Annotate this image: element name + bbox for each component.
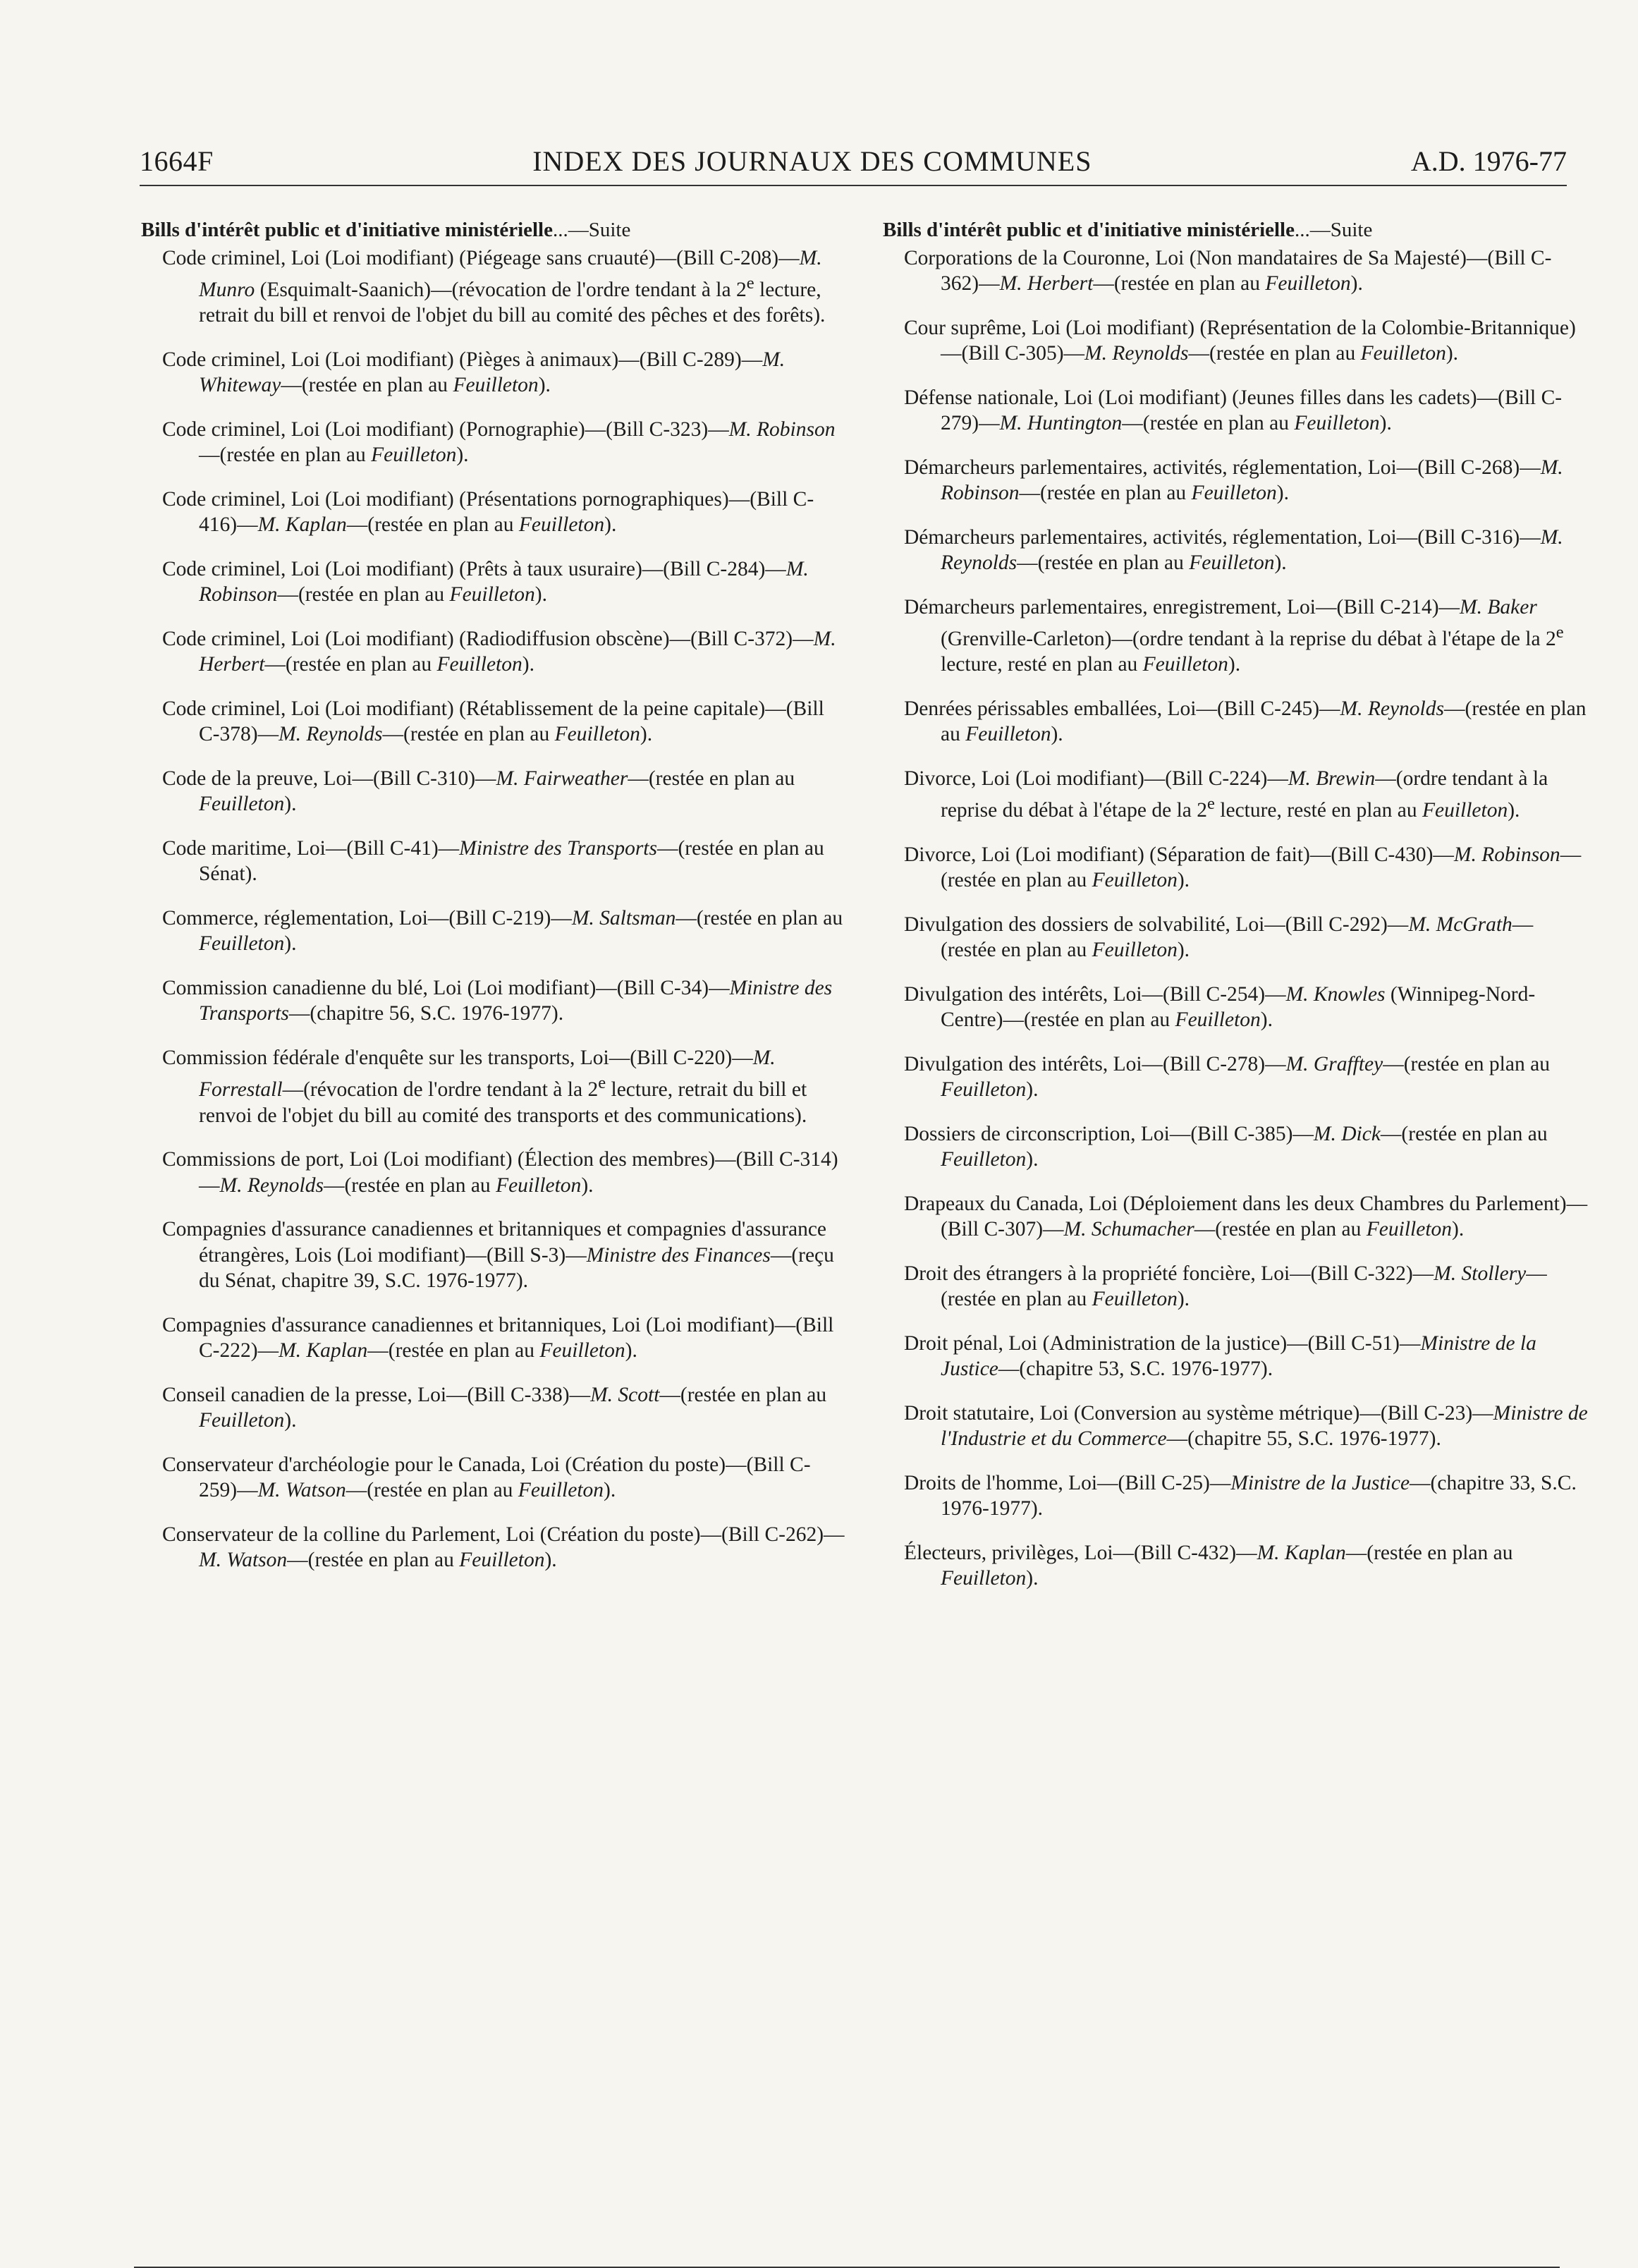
index-entry: Conservateur d'archéologie pour le Canada, Loi (Création du poste)—(Bill C-259)—M. Watson—(restée en plan au Feuilleton). xyxy=(162,1453,811,1502)
index-entry: Drapeaux du Canada, Loi (Déploiement dans les deux Chambres du Parlement)—(Bill C-307)—M. Schumacher—(restée en plan au Feuilleton). xyxy=(904,1192,1588,1241)
index-entry: Divorce, Loi (Loi modifiant)—(Bill C-224)—M. Brewin—(ordre tendant à la reprise du débat à l'étape de la 2e lecture, resté en plan au Feuilleton). xyxy=(904,767,1548,822)
index-entry: Droit pénal, Loi (Administration de la justice)—(Bill C-51)—Ministre de la Justice—(chapitre 53, S.C. 1976-1977). xyxy=(904,1331,1536,1381)
index-entry: Droit statutaire, Loi (Conversion au système métrique)—(Bill C-23)—Ministre de l'Industrie et du Commerce—(chapitre 55, S.C. 1976-1977). xyxy=(904,1401,1588,1451)
index-entry: Compagnies d'assurance canadiennes et britanniques, Loi (Loi modifiant)—(Bill C-222)—M. Kaplan—(restée en plan au Feuilleton). xyxy=(162,1313,834,1362)
entry-list xyxy=(141,245,846,1573)
section-heading: Bills d'intérêt public et d'initiative ministérielle...—Suite xyxy=(141,219,631,241)
index-entry: Conseil canadien de la presse, Loi—(Bill C-338)—M. Scott—(restée en plan au Feuilleton). xyxy=(162,1383,827,1432)
index-entry: Électeurs, privilèges, Loi—(Bill C-432)—M. Kaplan—(restée en plan au Feuilleton). xyxy=(904,1541,1513,1590)
page-title: INDEX DES JOURNAUX DES COMMUNES xyxy=(532,145,1092,177)
index-entry: Code criminel, Loi (Loi modifiant) (Radiodiffusion obscène)—(Bill C-372)—M. Herbert—(restée en plan au Feuilleton). xyxy=(162,627,836,676)
index-entry: Code criminel, Loi (Loi modifiant) (Piégeage sans cruauté)—(Bill C-208)—M. Munro (Esquimalt-Saanich)—(révocation de l'ordre tendant à la 2e lecture, retrait du bill et renvoi de l'objet du bill au comité des pêches et des forêts). xyxy=(162,246,826,327)
index-entry: Code de la preuve, Loi—(Bill C-310)—M. Fairweather—(restée en plan au Feuilleton). xyxy=(162,767,795,816)
index-entry: Droits de l'homme, Loi—(Bill C-25)—Ministre de la Justice—(chapitre 33, S.C. 1976-1977). xyxy=(904,1471,1577,1520)
index-entry: Corporations de la Couronne, Loi (Non mandataires de Sa Majesté)—(Bill C-362)—M. Herbert—(restée en plan au Feuilleton). xyxy=(904,246,1552,295)
index-entry: Code criminel, Loi (Loi modifiant) (Présentations pornographiques)—(Bill C-416)—M. Kaplan—(restée en plan au Feuilleton). xyxy=(162,487,814,537)
index-entry: Compagnies d'assurance canadiennes et britanniques et compagnies d'assurance étrangères, Lois (Loi modifiant)—(Bill S-3)—Ministre des Finances—(reçu du Sénat, chapitre 39, S.C. 1976-1977). xyxy=(162,1218,834,1293)
index-entry: Commissions de port, Loi (Loi modifiant) (Élection des membres)—(Bill C-314)—M. Reynolds—(restée en plan au Feuilleton). xyxy=(162,1148,838,1197)
index-entry: Divorce, Loi (Loi modifiant) (Séparation de fait)—(Bill C-430)—M. Robinson—(restée en plan au Feuilleton). xyxy=(904,843,1582,892)
index-entry: Droit des étrangers à la propriété foncière, Loi—(Bill C-322)—M. Stollery—(restée en plan au Feuilleton). xyxy=(904,1262,1547,1311)
index-entry: Commerce, réglementation, Loi—(Bill C-219)—M. Saltsman—(restée en plan au Feuilleton). xyxy=(162,906,843,956)
index-entry: Dossiers de circonscription, Loi—(Bill C-385)—M. Dick—(restée en plan au Feuilleton). xyxy=(904,1122,1548,1171)
index-entry: Code maritime, Loi—(Bill C-41)—Ministre des Transports—(restée en plan au Sénat). xyxy=(162,836,824,886)
index-entry: Commission canadienne du blé, Loi (Loi modifiant)—(Bill C-34)—Ministre des Transports—(chapitre 56, S.C. 1976-1977). xyxy=(162,976,833,1025)
right-column xyxy=(883,217,1588,1610)
index-entry: Divulgation des intérêts, Loi—(Bill C-278)—M. Grafftey—(restée en plan au Feuilleton). xyxy=(904,1052,1550,1102)
header-rule xyxy=(140,185,1567,186)
index-entry: Code criminel, Loi (Loi modifiant) (Pièges à animaux)—(Bill C-289)—M. Whiteway—(restée en plan au Feuilleton). xyxy=(162,348,786,397)
index-entry: Défense nationale, Loi (Loi modifiant) (Jeunes filles dans les cadets)—(Bill C-279)—M. Huntington—(restée en plan au Feuilleton). xyxy=(904,386,1563,434)
index-entry: Divulgation des intérêts, Loi—(Bill C-254)—M. Knowles (Winnipeg-Nord-Centre)—(restée en plan au Feuilleton). xyxy=(904,982,1536,1032)
index-entry: Code criminel, Loi (Loi modifiant) (Prêts à taux usuraire)—(Bill C-284)—M. Robinson—(restée en plan au Feuilleton). xyxy=(162,557,809,606)
index-entry: Code criminel, Loi (Loi modifiant) (Pornographie)—(Bill C-323)—M. Robinson—(restée en plan au Feuilleton). xyxy=(162,417,836,467)
page-number: 1664F xyxy=(140,145,214,177)
entry-list xyxy=(883,245,1588,1592)
index-entry: Commission fédérale d'enquête sur les transports, Loi—(Bill C-220)—M. Forrestall—(révocation de l'ordre tendant à la 2e lecture, retrait du bill et renvoi de l'objet du bill au comité des transports et des communications). xyxy=(162,1046,807,1127)
page-header xyxy=(140,145,1567,185)
index-entry: Cour suprême, Loi (Loi modifiant) (Représentation de la Colombie-Britannique)—(Bill C-305)—M. Reynolds—(restée en plan au Feuilleton). xyxy=(904,316,1576,365)
index-entry: Démarcheurs parlementaires, enregistrement, Loi—(Bill C-214)—M. Baker (Grenville-Carleton)—(ordre tendant à la reprise du débat à l'étape de la 2e lecture, resté en plan au Feuilleton). xyxy=(904,595,1564,676)
section-heading: Bills d'intérêt public et d'initiative ministérielle...—Suite xyxy=(883,219,1373,241)
page-year: A.D. 1976-77 xyxy=(1410,145,1567,177)
index-entry: Divulgation des dossiers de solvabilité, Loi—(Bill C-292)—M. McGrath—(restée en plan au Feuilleton). xyxy=(904,913,1534,962)
left-column xyxy=(141,217,846,1592)
index-entry: Conservateur de la colline du Parlement, Loi (Création du poste)—(Bill C-262)—M. Watson—(restée en plan au Feuilleton). xyxy=(162,1523,845,1572)
index-entry: Code criminel, Loi (Loi modifiant) (Rétablissement de la peine capitale)—(Bill C-378)—M. Reynolds—(restée en plan au Feuilleton). xyxy=(162,697,824,746)
index-entry: Denrées périssables emballées, Loi—(Bill C-245)—M. Reynolds—(restée en plan au Feuilleton). xyxy=(904,697,1587,746)
index-entry: Démarcheurs parlementaires, activités, réglementation, Loi—(Bill C-316)—M. Reynolds—(restée en plan au Feuilleton). xyxy=(904,525,1563,574)
index-entry: Démarcheurs parlementaires, activités, réglementation, Loi—(Bill C-268)—M. Robinson—(restée en plan au Feuilleton). xyxy=(904,456,1563,504)
